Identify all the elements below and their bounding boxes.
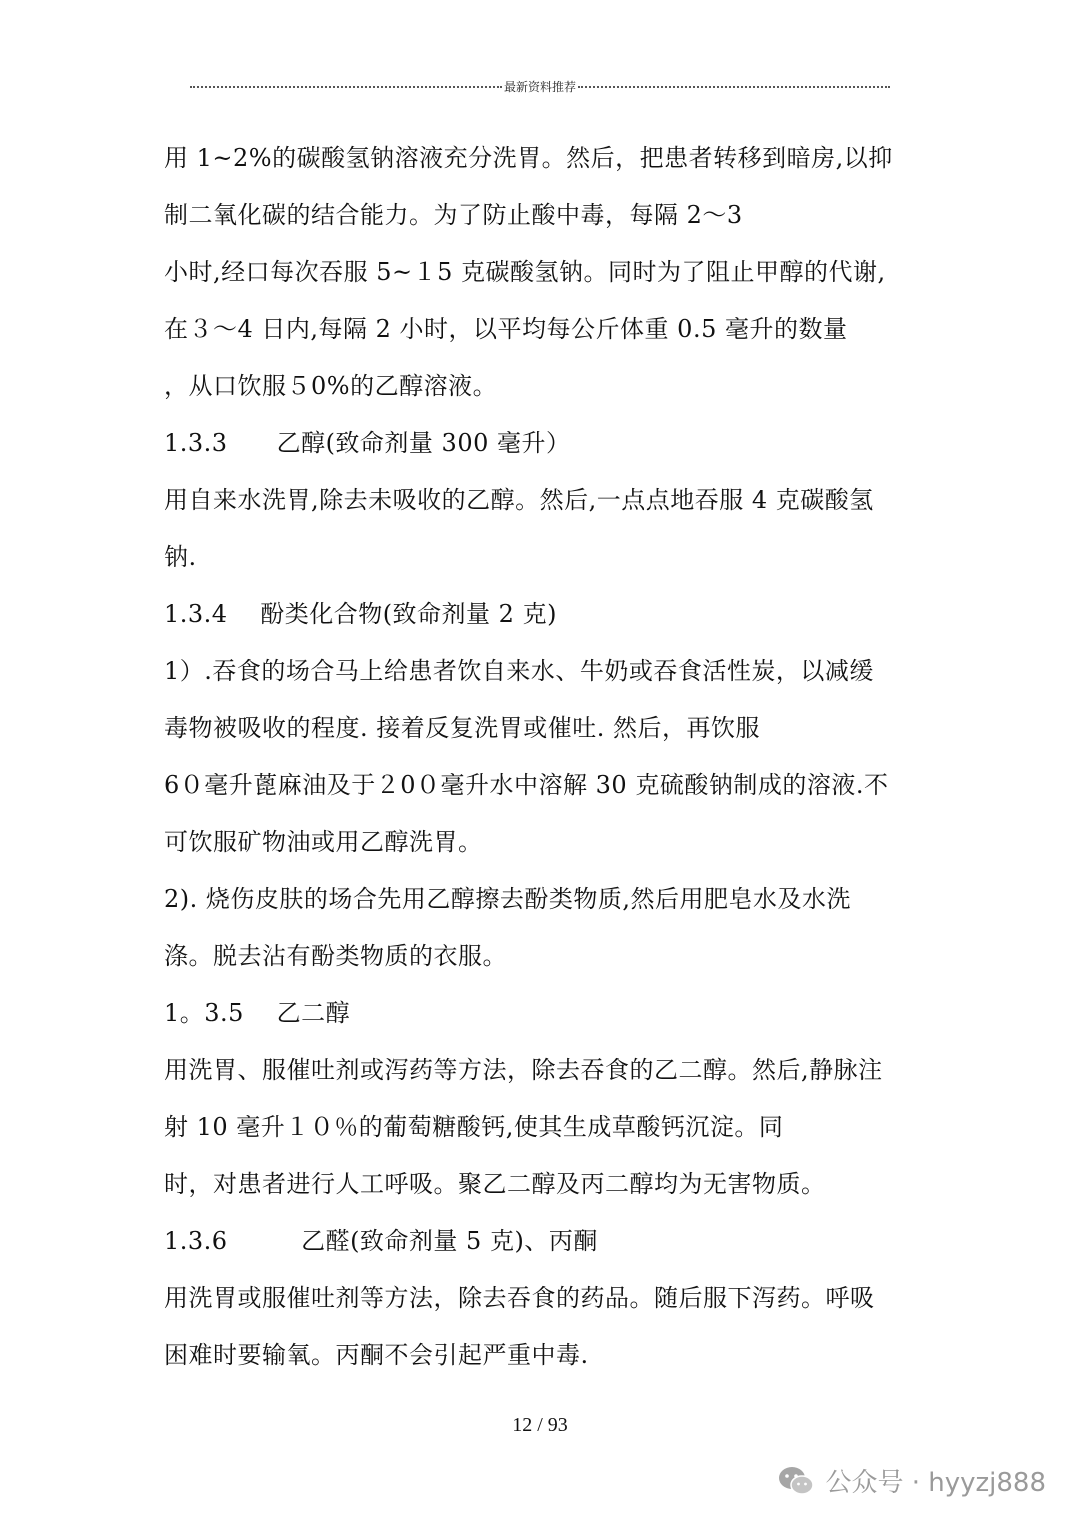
header-dotted-rule-left	[190, 86, 502, 88]
header-dotted-rule-right	[578, 86, 890, 88]
text-line: 1）.吞食的场合马上给患者饮自来水、牛奶或吞食活性炭，以减缓	[164, 657, 874, 685]
text-line: 用自来水洗胃,除去未吸收的乙醇。然后,一点点地吞服 4 克碳酸氢	[164, 486, 874, 514]
text-line: 用洗胃或服催吐剂等方法，除去吞食的药品。随后服下泻药。呼吸	[164, 1284, 875, 1312]
section-heading: 1.3.3 乙醇(致命剂量 300 毫升）	[164, 429, 571, 457]
text-line: 在３～4 日内,每隔 2 小时，以平均每公斤体重 0.5 毫升的数量	[164, 315, 848, 343]
section-heading: 1。3.5 乙二醇	[164, 999, 351, 1027]
section-heading: 1.3.6 乙醛(致命剂量 5 克)、丙酮	[164, 1227, 598, 1255]
text-line: 困难时要输氧。丙酮不会引起严重中毒.	[164, 1341, 589, 1369]
watermark-text: 公众号 · hyyzj888	[825, 1468, 1046, 1498]
document-body	[164, 130, 924, 1384]
text-line: 用 1~2%的碳酸氢钠溶液充分洗胃。然后，把患者转移到暗房,以抑	[164, 144, 893, 172]
section-heading: 1.3.4 酚类化合物(致命剂量 2 克)	[164, 600, 557, 628]
text-line: 6０毫升蓖麻油及于２0０毫升水中溶解 30 克硫酸钠制成的溶液.不	[164, 771, 889, 799]
text-line: 可饮服矿物油或用乙醇洗胃。	[164, 828, 483, 856]
text-line: 2). 烧伤皮肤的场合先用乙醇擦去酚类物质,然后用肥皂水及水洗	[164, 885, 852, 913]
text-line: 时，对患者进行人工呼吸。聚乙二醇及丙二醇均为无害物质。	[164, 1170, 826, 1198]
watermark	[777, 1462, 1046, 1499]
text-line: 涤。脱去沾有酚类物质的衣服。	[164, 942, 507, 970]
text-line: ，从口饮服５0%的乙醇溶液。	[164, 372, 498, 400]
page-header	[190, 74, 890, 98]
text-line: 钠.	[164, 543, 197, 571]
wechat-icon	[777, 1465, 815, 1497]
text-line: 制二氧化碳的结合能力。为了防止酸中毒，每隔 2～3	[164, 201, 743, 229]
text-line: 小时,经口每次吞服 5~１5 克碳酸氢钠。同时为了阻止甲醇的代谢,	[164, 258, 886, 286]
text-line: 射 10 毫升１０％的葡萄糖酸钙,使其生成草酸钙沉淀。同	[164, 1113, 784, 1141]
header-label: 最新资料推荐	[504, 79, 577, 94]
page-number: 12 / 93	[512, 1414, 568, 1436]
text-line: 用洗胃、服催吐剂或泻药等方法，除去吞食的乙二醇。然后,静脉注	[164, 1056, 883, 1084]
text-line: 毒物被吸收的程度. 接着反复洗胃或催吐. 然后，再饮服	[164, 714, 761, 742]
